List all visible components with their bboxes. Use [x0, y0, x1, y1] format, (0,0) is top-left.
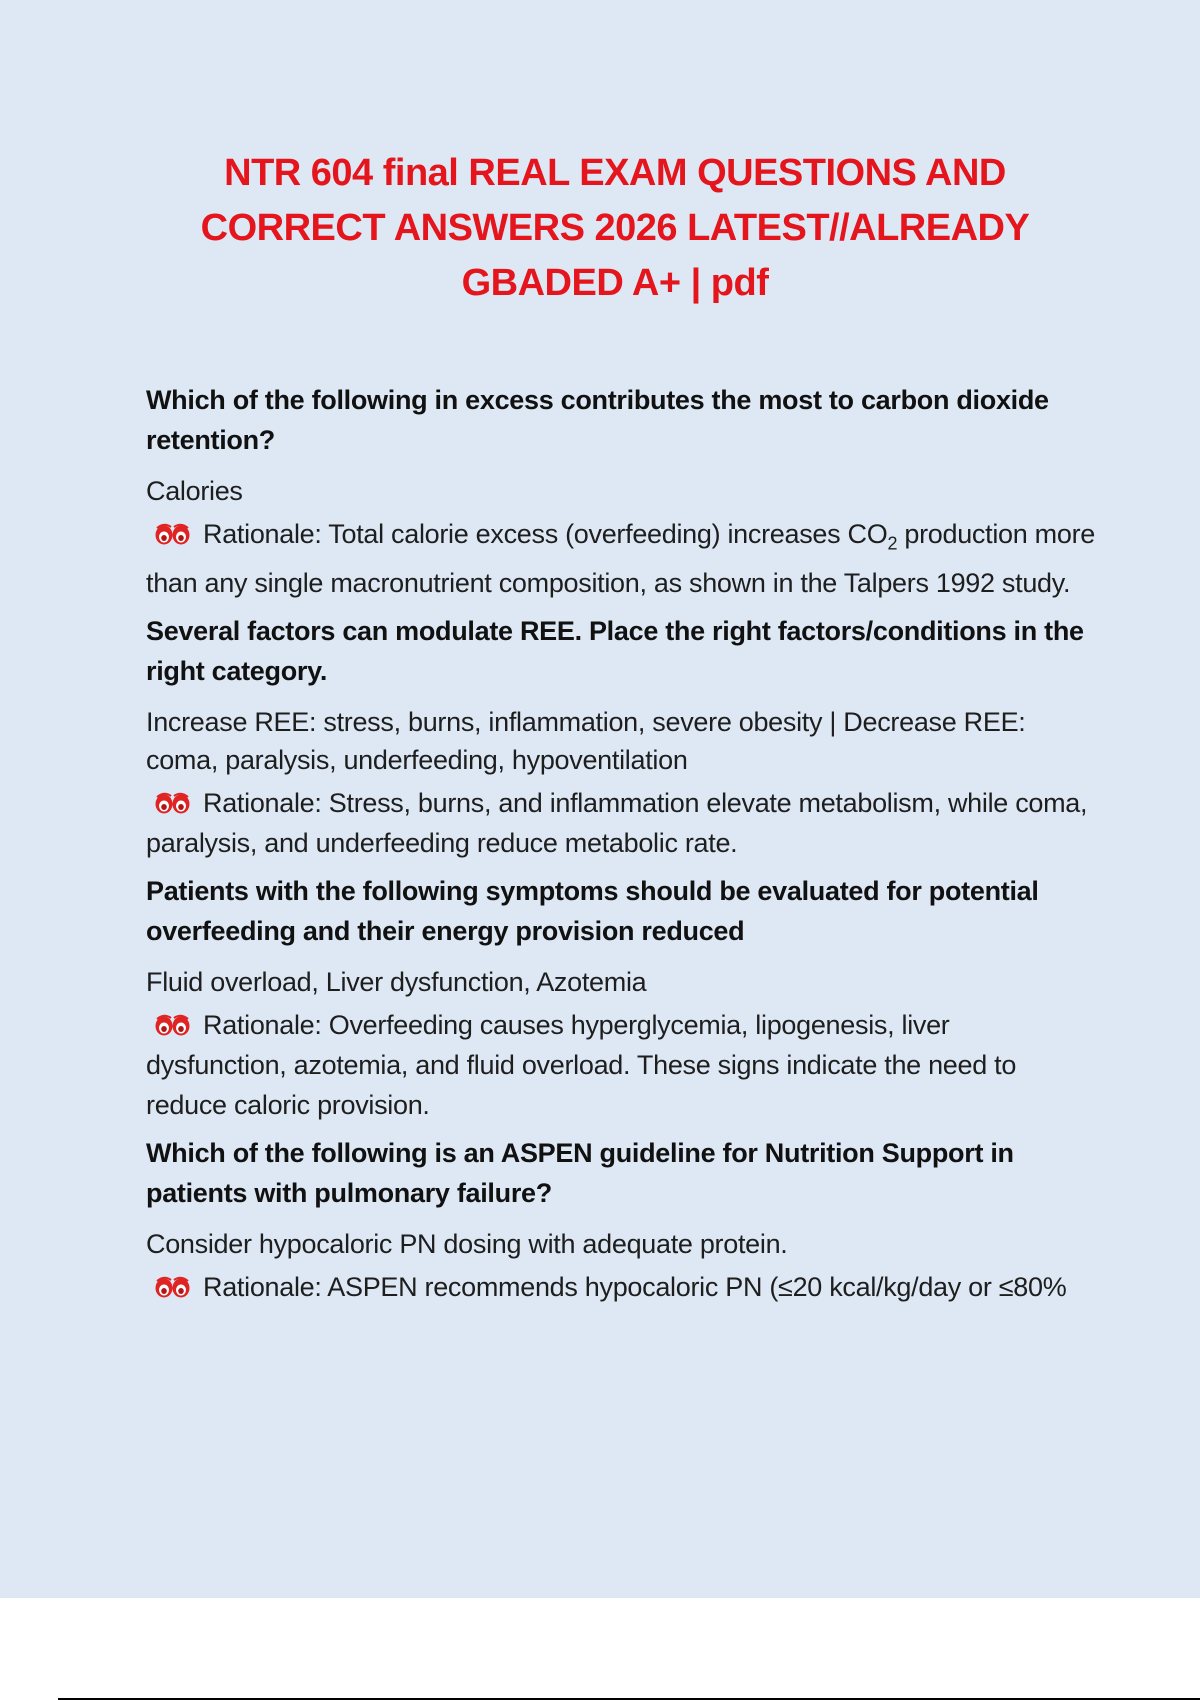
qa-item	[146, 1133, 1096, 1307]
question-text: Which of the following in excess contributes the most to carbon dioxide retention?	[146, 385, 1049, 455]
co2-subscript: 2	[887, 533, 898, 554]
rationale-text	[146, 1005, 1096, 1125]
answer-text: Increase REE: stress, burns, inflammation, severe obesity | Decrease REE: coma, paralysis, underfeeding, hypoventilation	[146, 707, 1026, 776]
rationale-text-part: Rationale: Overfeeding causes hyperglycemia, lipogenesis, liver dysfunction, azotemia, and fluid overload. These signs indicate the need to reduce caloric provision.	[146, 1010, 1017, 1121]
qa-list	[146, 380, 1096, 1315]
qa-item	[146, 380, 1096, 603]
double-eye-emoji-icon	[154, 522, 192, 546]
double-eye-emoji-icon	[154, 791, 192, 815]
answer-text: Fluid overload, Liver dysfunction, Azotemia	[146, 967, 647, 998]
rationale-text	[146, 783, 1096, 863]
double-eye-emoji-icon	[154, 1013, 192, 1037]
document-title: NTR 604 final REAL EXAM QUESTIONS AND CORRECT ANSWERS 2026 LATEST//ALREADY GBADED A+ | pdf	[200, 152, 1030, 304]
rationale-text-part: production more than any single macronutrient composition, as shown in the Talpers 1992 study.	[146, 519, 1095, 599]
rationale-text-part: Rationale: Total calorie excess (overfeeding) increases CO	[203, 519, 888, 549]
answer-text: Consider hypocaloric PN dosing with adequate protein.	[146, 1229, 788, 1260]
rationale-text-part: Rationale: ASPEN recommends hypocaloric PN (≤20 kcal/kg/day or ≤80%	[203, 1272, 1067, 1303]
answer-text: Calories	[146, 476, 243, 506]
qa-item	[146, 871, 1096, 1125]
question-text: Patients with the following symptoms should be evaluated for potential overfeeding and their energy provision reduced	[146, 876, 1039, 947]
double-eye-emoji-icon	[154, 1275, 192, 1299]
question-text: Several factors can modulate REE. Place the right factors/conditions in the right category.	[146, 616, 1084, 687]
rationale-text-part: Rationale: Stress, burns, and inflammation elevate metabolism, while coma, paralysis, and underfeeding reduce metabolic rate.	[146, 788, 1088, 859]
qa-item	[146, 611, 1096, 863]
rationale-text	[146, 1267, 1096, 1307]
question-text: Which of the following is an ASPEN guideline for Nutrition Support in patients with pulmonary failure?	[146, 1138, 1014, 1209]
rationale-text	[146, 514, 1096, 603]
